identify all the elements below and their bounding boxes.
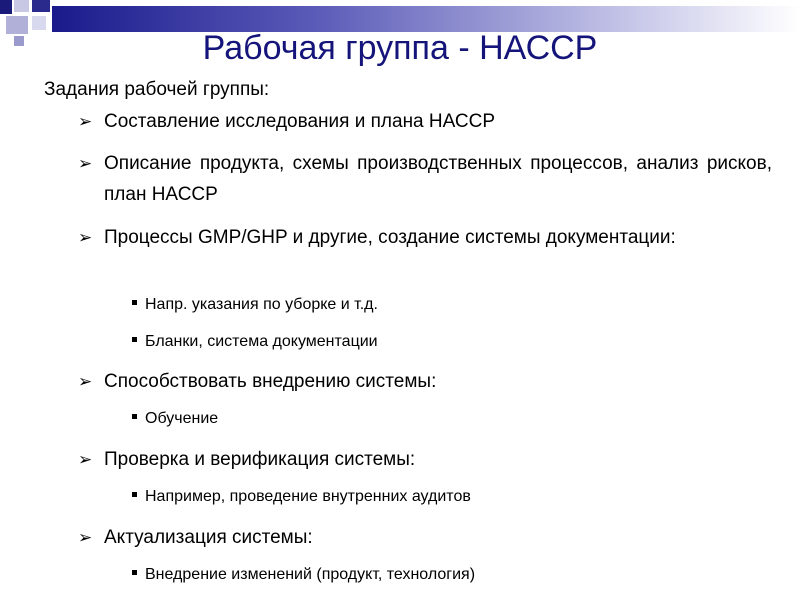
list-item: ➢ Составление исследования и плана НАССР [78,106,772,137]
decor-square [0,0,12,14]
square-bullet-icon [132,414,137,419]
decor-square [14,0,29,12]
square-bullet-icon [132,337,137,342]
list-item: ➢ Описание продукта, схемы производственных процессов, анализ рисков, план НАССР [78,148,772,210]
arrow-bullet-icon: ➢ [78,528,93,547]
list-item: ➢ Способствовать внедрению системы: [78,366,772,397]
slide-title: Рабочая группа - НАССР [202,29,598,67]
square-bullet-icon [132,492,137,497]
list-item: ➢ Проверка и верификация системы: [78,444,772,475]
list-item: ➢ Процессы GMP/GHP и другие, создание системы документации: [78,222,772,253]
arrow-bullet-icon: ➢ [78,228,93,247]
list-item: ➢ Актуализация системы: [78,522,772,553]
sub-list-item: Внедрение изменений (продукт, технология) [132,564,475,586]
sub-list-item: Например, проведение внутренних аудитов [132,486,471,508]
sub-list-item: Обучение [132,408,218,430]
arrow-bullet-icon: ➢ [78,450,93,469]
decor-square [32,0,50,12]
arrow-bullet-icon: ➢ [78,372,93,391]
intro-text: Задания рабочей группы: [44,79,270,100]
arrow-bullet-icon: ➢ [78,154,93,173]
square-bullet-icon [132,570,137,575]
square-bullet-icon [132,300,137,305]
sub-list-item: Напр. указания по уборке и т.д. [132,294,378,316]
arrow-bullet-icon: ➢ [78,112,93,131]
sub-list-item: Бланки, система документации [132,331,378,353]
